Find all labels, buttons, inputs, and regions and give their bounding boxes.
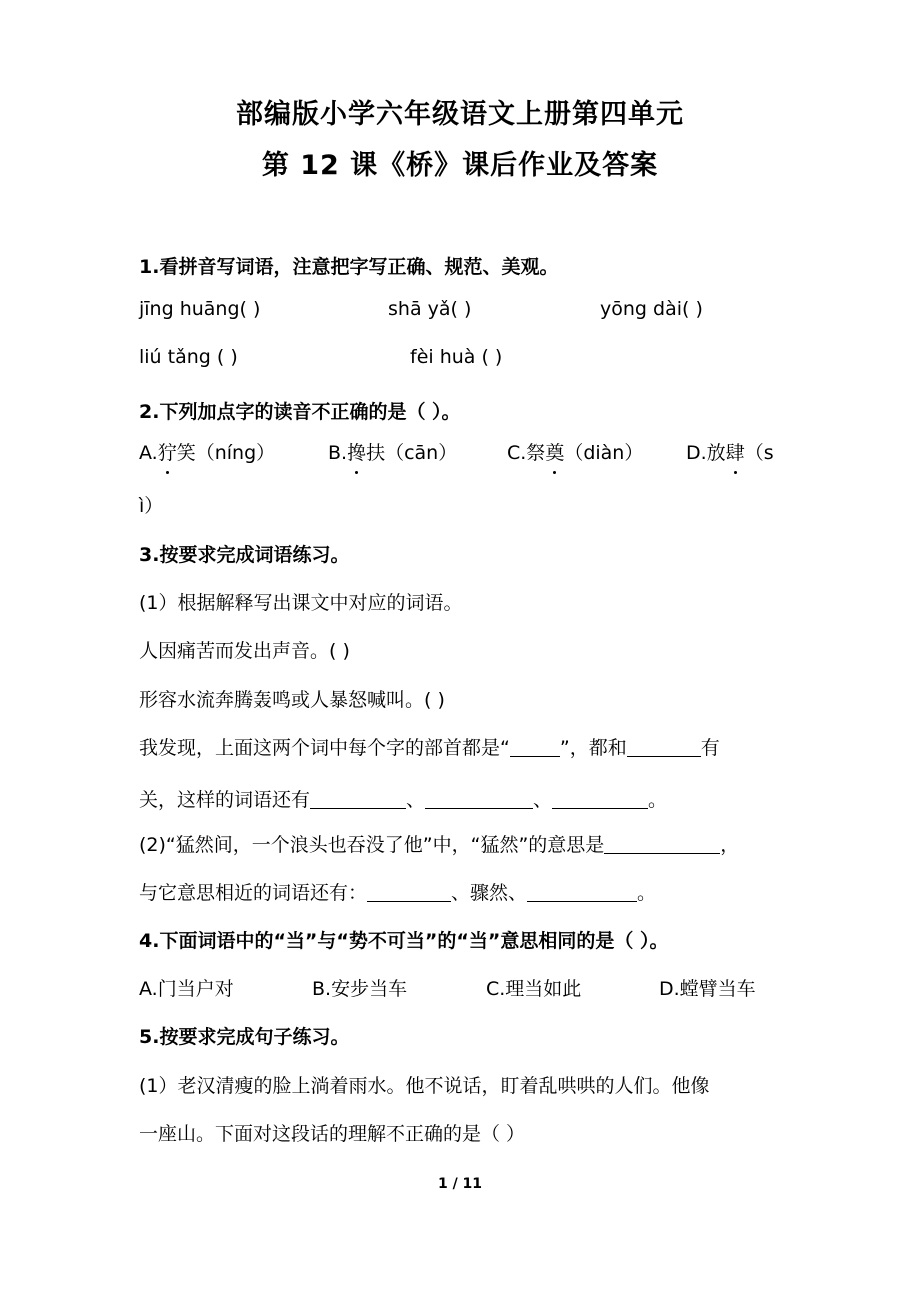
option-c-rest: （diàn） <box>564 442 644 464</box>
text: 。 <box>648 789 668 811</box>
dotted-char: 狞 <box>158 438 177 465</box>
blank[interactable] <box>604 833 720 854</box>
q2-option-c <box>507 438 643 465</box>
separator: 、 <box>406 789 426 811</box>
title-line-1: 部编版小学六年级语文上册第四单元 <box>236 99 684 130</box>
dotted-char: 肆 <box>726 438 745 465</box>
q1-item: liú tǎng ( ) <box>139 346 238 368</box>
q1-item: fèi huà ( ) <box>410 346 503 368</box>
q5-heading: 5.按要求完成句子练习。 <box>139 1026 350 1048</box>
option-d-prefix: D.放 <box>686 442 726 464</box>
q3-sub2-line <box>139 830 739 857</box>
text: 我发现，上面这两个词中每个字的部首都是“ <box>139 737 510 759</box>
q4-option-a: A.门当户对 <box>139 978 234 1000</box>
text: 。 <box>637 882 657 904</box>
q1-item: shā yǎ( ) <box>388 298 472 320</box>
title-line-2: 第 12 课《桥》课后作业及答案 <box>261 150 659 181</box>
text: 、骤然、 <box>451 882 528 904</box>
q5-sentence-line-1: (1）老汉清瘦的脸上淌着雨水。他不说话，盯着乱哄哄的人们。他像 <box>139 1075 710 1097</box>
q5-sentence-line-2: 一座山。下面对这段话的理解不正确的是（ ） <box>139 1123 526 1145</box>
q3-definition-2: 形容水流奔腾轰鸣或人暴怒喊叫。( ) <box>139 689 445 711</box>
option-d-rest: （s <box>744 442 774 464</box>
q3-synonym-line <box>139 878 656 905</box>
q2-heading: 2.下列加点字的读音不正确的是（ ）。 <box>139 401 461 423</box>
dotted-char: 搀 <box>347 438 366 465</box>
option-c-prefix: C.祭 <box>507 442 546 464</box>
q3-finding-line <box>139 733 720 760</box>
blank[interactable] <box>552 788 648 809</box>
q4-option-c: C.理当如此 <box>486 978 582 1000</box>
q2-option-d <box>686 438 774 465</box>
text: 有 <box>700 737 720 759</box>
text: ”，都和 <box>559 737 627 759</box>
option-b-prefix: B. <box>328 442 348 464</box>
blank[interactable] <box>510 736 560 757</box>
q4-option-d: D.螳臂当车 <box>659 978 756 1000</box>
text: 关，这样的词语还有 <box>139 789 311 811</box>
q1-heading: 1.看拼音写词语，注意把字写正确、规范、美观。 <box>139 256 559 278</box>
q2-option-d-wrap: ì） <box>139 495 164 517</box>
blank[interactable] <box>425 788 533 809</box>
q1-item: jīng huāng( ) <box>139 298 261 320</box>
q1-item: yōng dài( ) <box>600 298 703 320</box>
q2-option-a <box>139 438 275 465</box>
page-number: 1 / 11 <box>437 1176 483 1192</box>
blank[interactable] <box>310 788 406 809</box>
q2-option-b <box>328 438 457 465</box>
option-a-rest: 笑（níng） <box>176 442 276 464</box>
q4-heading: 4.下面词语中的“当”与“势不可当”的“当”意思相同的是（ ）。 <box>139 930 669 952</box>
text: 与它意思相近的词语还有： <box>139 882 368 904</box>
blank[interactable] <box>627 736 701 757</box>
q3-definition-1: 人因痛苦而发出声音。( ) <box>139 640 350 662</box>
blank[interactable] <box>367 881 451 902</box>
dotted-char: 奠 <box>545 438 564 465</box>
blank[interactable] <box>527 881 637 902</box>
q4-option-b: B.安步当车 <box>312 978 408 1000</box>
text: ， <box>720 834 740 856</box>
q3-more-words-line <box>139 785 667 812</box>
option-b-rest: 扶（cān） <box>366 442 458 464</box>
text: (2)“猛然间，一个浪头也吞没了他”中，“猛然”的意思是 <box>139 834 605 856</box>
option-a-prefix: A. <box>139 442 158 464</box>
q3-sub1: (1）根据解释写出课文中对应的词语。 <box>139 592 463 614</box>
q3-heading: 3.按要求完成词语练习。 <box>139 544 350 566</box>
separator: 、 <box>533 789 553 811</box>
